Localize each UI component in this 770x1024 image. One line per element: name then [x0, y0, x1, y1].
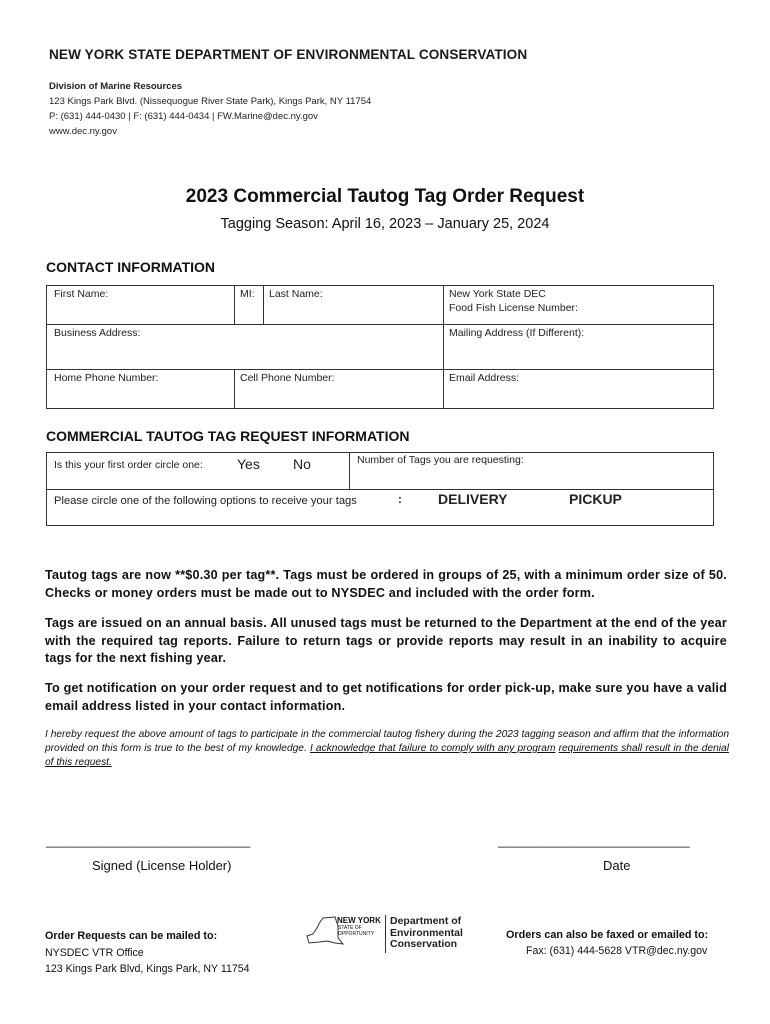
request-info-table — [46, 452, 714, 526]
pricing-paragraph: Tautog tags are now **$0.30 per tag**. Tags must be ordered in groups of 25, with a minimum order size of 50. Checks or money orders must be made out to NYSDEC and included with the order form. — [45, 568, 727, 600]
mailing-address-field[interactable]: Mailing Address (If Different): — [449, 327, 585, 339]
logo-state-of: STATE OF — [338, 925, 362, 931]
last-name-field[interactable]: Last Name: — [269, 288, 323, 300]
license-number-field[interactable]: Food Fish License Number: — [449, 302, 578, 314]
mail-address: 123 Kings Park Blvd, Kings Park, NY 11754 — [45, 963, 250, 975]
annual-basis-paragraph: Tags are issued on an annual basis. All unused tags must be returned to the Department at the end of the year with the required tag reports. Failure to return tags or provide reports may result in an inability to acquire tags for the next fishing year. — [45, 616, 727, 665]
receive-option-prompt: Please circle one of the following options to receive your tags — [54, 495, 357, 507]
date-line[interactable]: ______________________________ — [498, 834, 690, 848]
logo-department-name: Department of Environmental Conservation — [390, 915, 463, 950]
notification-paragraph: To get notification on your order request and to get notifications for order pick-up, make sure you have a valid email address listed in your contact information. — [45, 681, 727, 713]
header-address: 123 Kings Park Blvd. (Nissequogue River State Park), Kings Park, NY 11754 — [49, 96, 372, 107]
header-website: www.dec.ny.gov — [49, 126, 117, 137]
header-contact: P: (631) 444-0430 | F: (631) 444-0434 | FW.Marine@dec.ny.gov — [49, 111, 318, 122]
contact-info-table — [46, 285, 714, 409]
mail-office: NYSDEC VTR Office — [45, 947, 144, 959]
first-order-yes-option[interactable]: Yes — [237, 456, 260, 472]
acknowledgement-text: I acknowledge that failure to comply with any program — [309, 743, 556, 754]
pickup-option[interactable]: PICKUP — [569, 491, 622, 507]
page-title: 2023 Commercial Tautog Tag Order Request — [185, 186, 585, 207]
delivery-option[interactable]: DELIVERY — [438, 491, 508, 507]
fax-heading: Orders can also be faxed or emailed to: — [506, 929, 709, 941]
tagging-season: Tagging Season: April 16, 2023 – January 25, 2024 — [220, 216, 550, 232]
contact-section-heading: CONTACT INFORMATION — [46, 259, 216, 275]
receive-option-colon: : — [398, 494, 402, 506]
email-field[interactable]: Email Address: — [449, 372, 520, 384]
logo-new-york: NEW YORK — [337, 916, 381, 925]
division-name: Division of Marine Resources — [49, 81, 183, 92]
organization-name: NEW YORK STATE DEPARTMENT OF ENVIRONMENTAL CONSERVATION — [49, 47, 528, 62]
request-section-heading: COMMERCIAL TAUTOG TAG REQUEST INFORMATION — [46, 428, 410, 444]
dec-logo — [305, 912, 465, 956]
signature-label: Signed (License Holder) — [92, 858, 232, 873]
declaration-text: I hereby request the above amount of tags to participate in the commercial tautog fishery during the 2023 tagging season and affirm that the information provided on this form is true to the best of my knowledge. I acknowledge that failure to comply with any program requirements shall result in the denial of this request. — [45, 729, 729, 768]
home-phone-field[interactable]: Home Phone Number: — [54, 372, 159, 384]
first-name-field[interactable]: First Name: — [54, 288, 109, 300]
signature-line[interactable]: ________________________________ — [46, 834, 250, 848]
date-label: Date — [603, 858, 631, 873]
number-of-tags-field[interactable]: Number of Tags you are requesting: — [357, 454, 524, 466]
first-order-question: Is this your first order circle one: — [54, 459, 203, 471]
logo-opportunity: OPPORTUNITY — [338, 931, 375, 937]
fax-email-contact: Fax: (631) 444-5628 VTR@dec.ny.gov — [526, 945, 708, 957]
first-order-no-option[interactable]: No — [293, 456, 311, 472]
mail-heading: Order Requests can be mailed to: — [45, 930, 218, 942]
mi-field[interactable]: MI: — [240, 288, 255, 300]
license-label-line1: New York State DEC — [449, 288, 546, 300]
cell-phone-field[interactable]: Cell Phone Number: — [240, 372, 335, 384]
business-address-field[interactable]: Business Address: — [54, 327, 141, 339]
